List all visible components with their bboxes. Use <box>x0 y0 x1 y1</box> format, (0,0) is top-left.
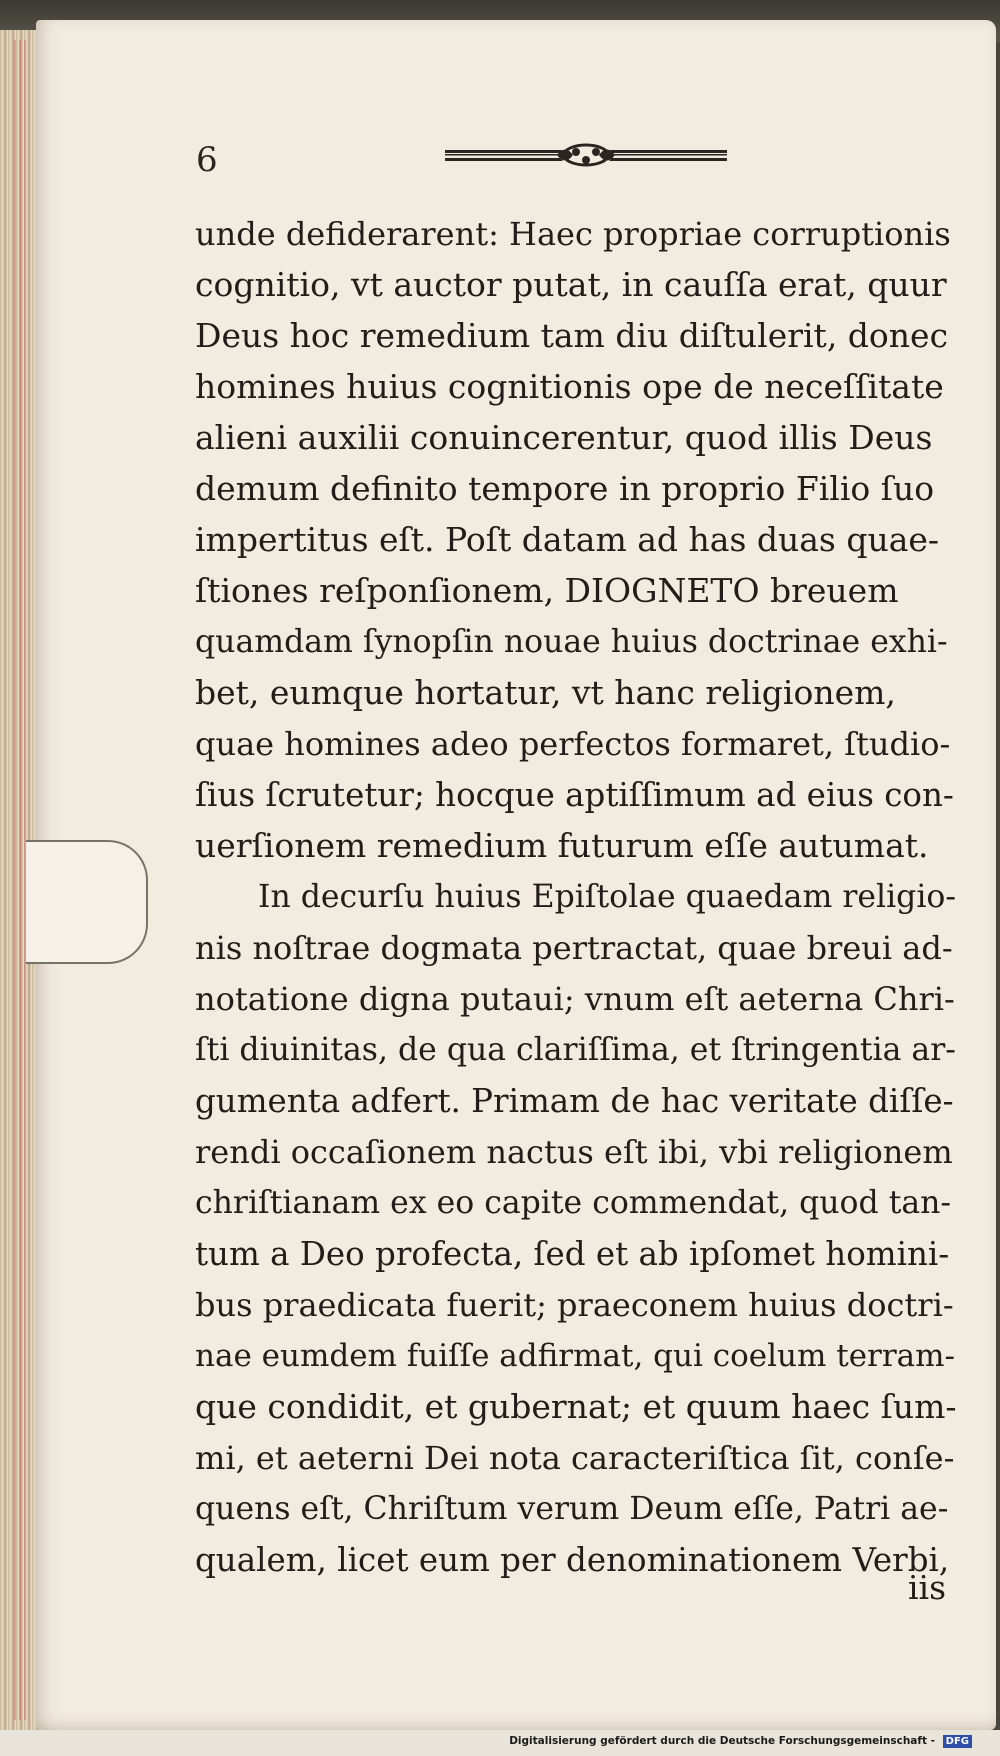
text-line: quens eſt, Chriſtum verum Deum eſſe, Patri ae- <box>195 1491 949 1527</box>
dfg-logo: DFG <box>943 1735 972 1748</box>
text-line: tum a Deo profecta, ſed et ab ipſomet homini- <box>195 1235 950 1273</box>
text-line: demum definito tempore in proprio Filio ſuo <box>195 469 935 508</box>
text-line: cognitio, vt auctor putat, in cauſſa erat, quur <box>195 265 947 304</box>
text-line: Deus hoc remedium tam diu diſtulerit, donec <box>195 316 949 355</box>
text-line: quamdam ſynopſin nouae huius doctrinae exhi- <box>195 624 948 660</box>
text-line: nae eumdem fuiſſe adfirmat, qui coelum terram- <box>195 1338 956 1374</box>
text-line: nis noſtrae dogmata pertractat, quae breui ad- <box>195 929 953 967</box>
text-line: alieni auxilii conuincerentur, quod illis Deus <box>195 418 933 457</box>
text-line: quae homines adeo perfectos formaret, ſtudio- <box>195 725 951 763</box>
text-line: uerſionem remedium futurum eſſe autumat. <box>195 826 929 865</box>
text-line: que condidit, et gubernat; et quum haec ſum- <box>195 1387 957 1426</box>
text-line: gumenta adfert. Primam de hac veritate diſſe- <box>195 1082 954 1120</box>
catchword: iis <box>908 1568 947 1607</box>
text-line: impertitus eſt. Poſt datam ad has duas quae- <box>195 520 940 559</box>
credit-text: Digitalisierung gefördert durch die Deutsche Forschungsgemeinschaft - <box>509 1735 935 1747</box>
text-line: chriſtianam ex eo capite commendat, quod tan- <box>195 1185 952 1221</box>
text-line: ſtiones reſponſionem, DIOGNETO breuem <box>195 571 899 610</box>
text-line: ſius ſcrutetur; hocque aptiſſimum ad eius con- <box>195 776 954 814</box>
text-line: mi, et aeterni Dei nota caracteriſtica ſit, conſe- <box>195 1439 955 1477</box>
text-line: bus praedicata fuerit; praeconem huius doctri- <box>195 1286 954 1324</box>
text-line: unde defiderarent: Haec propriae corruptionis <box>195 215 951 253</box>
text-line: rendi occaſionem nactus eſt ibi, vbi religionem <box>195 1133 953 1171</box>
text-line: notatione digna putaui; vnum eſt aeterna Chri- <box>195 980 955 1018</box>
text-line: homines huius cognitionis ope de neceſſitate <box>195 367 944 406</box>
page-number: 6 <box>196 140 218 180</box>
paper-tab <box>26 840 148 964</box>
headpiece-ornament <box>445 136 727 176</box>
text-line: qualem, licet eum per denominationem Verbi, <box>195 1541 950 1579</box>
text-line: In decurſu huius Epiſtolae quaedam religio- <box>258 879 957 915</box>
text-line: ſti diuinitas, de qua clariſſima, et ſtringentia ar- <box>195 1032 956 1068</box>
digitization-credit <box>509 1735 972 1748</box>
text-line: bet, eumque hortatur, vt hanc religionem, <box>195 673 896 712</box>
